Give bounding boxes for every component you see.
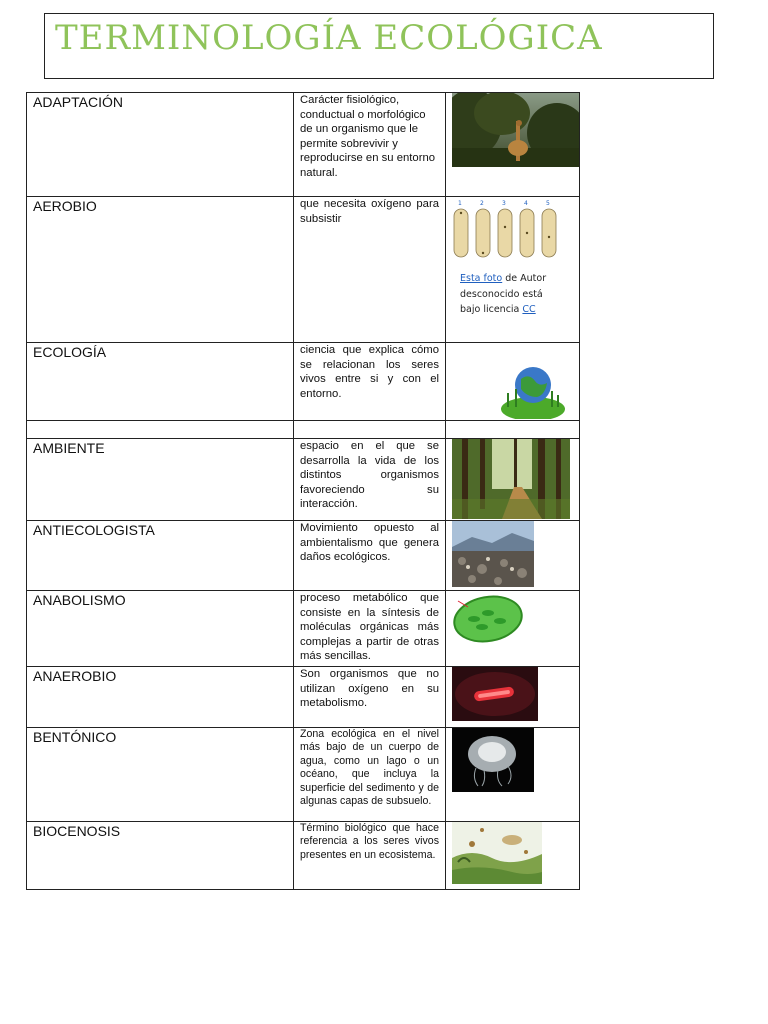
landfill-photo: [452, 521, 534, 587]
image-cell: [446, 421, 580, 439]
image-cell: [446, 667, 580, 728]
image-cell: [446, 197, 580, 343]
credit-photo-link[interactable]: Esta foto: [460, 273, 503, 284]
term-cell: [27, 421, 294, 439]
table-row: [27, 343, 580, 421]
term-cell: ANABOLISMO: [27, 591, 294, 667]
globe-in-grass-image: [501, 353, 565, 419]
jellyfish-photo: [452, 728, 534, 792]
definition-cell: Son organismos que no utilizan oxígeno en su metabolismo.: [294, 667, 446, 728]
definition-cell: espacio en el que se desarrolla la vida de los distintos organismos favoreciendo su interacción.: [294, 439, 446, 521]
table-row: [27, 822, 580, 890]
table-row: [27, 439, 580, 521]
image-cell: [446, 521, 580, 591]
table-row: [27, 667, 580, 728]
definition-cell: Movimiento opuesto al ambientalismo que genera daños ecológicos.: [294, 521, 446, 591]
oxygen-test-tubes-diagram: [450, 197, 562, 269]
definition-cell: que necesita oxígeno para subsistir: [294, 197, 446, 343]
definition-cell: Término biológico que hace referencia a los seres vivos presentes en un ecosistema.: [294, 822, 446, 890]
term-cell: BENTÓNICO: [27, 728, 294, 822]
forest-path-photo: [452, 439, 570, 519]
tube-number: 1: [458, 200, 462, 207]
table-row: [27, 93, 580, 197]
term-cell: ANTIECOLOGISTA: [27, 521, 294, 591]
term-cell: AMBIENTE: [27, 439, 294, 521]
table-row: [27, 421, 580, 439]
title-box: [44, 13, 714, 79]
page-title: TERMINOLOGÍA ECOLÓGICA: [55, 18, 603, 58]
definition-cell: ciencia que explica cómo se relacionan los seres vivos entre si y con el entorno.: [294, 343, 446, 421]
tube-number: 3: [502, 200, 506, 207]
table-row: [27, 197, 580, 343]
image-cell: [446, 591, 580, 667]
image-cell: [446, 343, 580, 421]
tube-number: 5: [546, 200, 550, 207]
bacteria-micrograph: [452, 667, 538, 721]
table-row: [27, 521, 580, 591]
ecosystem-illustration: [452, 822, 542, 884]
tube-number: 4: [524, 200, 528, 207]
image-cell: [446, 728, 580, 822]
image-cell: [446, 822, 580, 890]
term-cell: AEROBIO: [27, 197, 294, 343]
image-cell: [446, 93, 580, 197]
definition-cell: Zona ecológica en el nivel más bajo de un cuerpo de agua, como un lago o un océano, que incluya la superficie del sedimento y de algunas capas de subsuelo.: [294, 728, 446, 822]
term-cell: ANAEROBIO: [27, 667, 294, 728]
term-cell: ADAPTACIÓN: [27, 93, 294, 197]
definition-cell: proceso metabólico que consiste en la síntesis de moléculas orgánicas más complejas a partir de otras más sencillas.: [294, 591, 446, 667]
image-credit: [460, 271, 560, 318]
term-cell: ECOLOGÍA: [27, 343, 294, 421]
tube-number: 2: [480, 200, 484, 207]
giraffe-forest-photo: [452, 93, 579, 167]
credit-text: de Autor desconocido está bajo licencia: [460, 273, 547, 315]
table-row: [27, 591, 580, 667]
image-cell: [446, 439, 580, 521]
chloroplast-diagram: [452, 591, 526, 647]
definition-cell: [294, 421, 446, 439]
terminology-table: [26, 92, 580, 890]
table-row: [27, 728, 580, 822]
definition-cell: Carácter fisiológico, conductual o morfológico de un organismo que le permite sobrevivir y reproducirse en su entorno natural.: [294, 93, 446, 197]
credit-license-link[interactable]: CC: [522, 304, 536, 315]
term-cell: BIOCENOSIS: [27, 822, 294, 890]
